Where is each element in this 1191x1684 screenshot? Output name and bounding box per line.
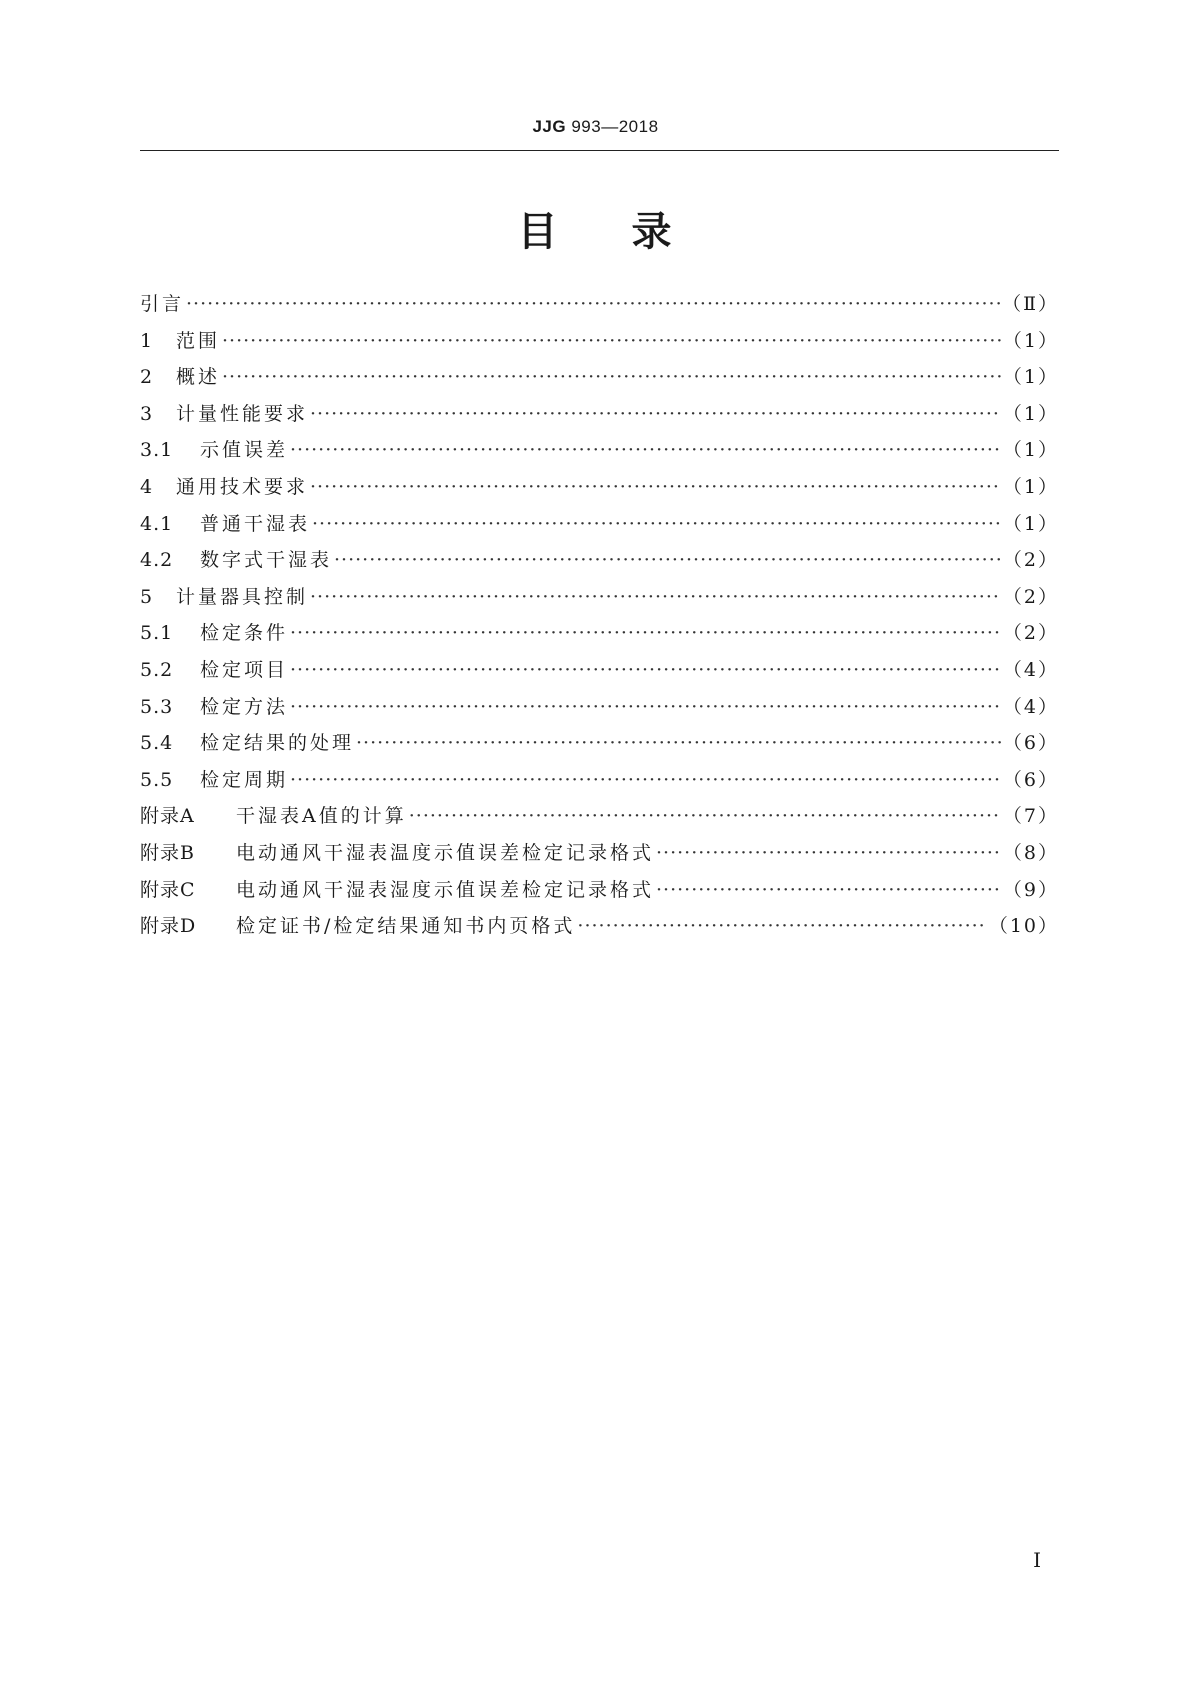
toc-entry[interactable] [140, 692, 1059, 729]
toc-entry[interactable] [140, 472, 1059, 509]
toc-entry-page: （7） [1002, 805, 1059, 828]
toc-leader-dots [310, 476, 1001, 498]
toc-leader-dots [290, 439, 1001, 461]
toc-entry[interactable] [140, 911, 1059, 948]
toc-entry-number: 4.2 [140, 549, 174, 572]
toc-leader-dots [290, 696, 1001, 718]
toc-entry-title: 电动通风干湿表湿度示值误差检定记录格式 [236, 878, 655, 901]
toc-entry-page: （6） [1002, 768, 1059, 791]
toc-entry-title: 检定结果的处理 [200, 732, 355, 755]
toc-entry-page: （1） [1002, 329, 1059, 352]
toc-entry-number: 附录D [140, 915, 197, 938]
toc-entry-title: 概述 [176, 366, 221, 389]
toc-entry-number: 4.1 [140, 512, 174, 535]
toc-entry[interactable] [140, 765, 1059, 802]
toc-entry[interactable] [140, 875, 1059, 912]
toc-leader-dots [290, 659, 1001, 681]
toc-entry-title: 电动通风干湿表温度示值误差检定记录格式 [236, 841, 655, 864]
toc-entry-number: 5.2 [140, 658, 174, 681]
toc-entry[interactable] [140, 435, 1059, 472]
toc-entry[interactable] [140, 838, 1059, 875]
toc-leader-dots [310, 586, 1001, 608]
toc-leader-dots [290, 769, 1001, 791]
toc-entry-title: 范围 [176, 329, 221, 352]
toc-entry-number: 3.1 [140, 439, 174, 462]
toc-entry-page: （1） [1002, 475, 1059, 498]
toc-entry[interactable] [140, 362, 1059, 399]
toc-entry-page: （2） [1002, 622, 1059, 645]
toc-leader-dots [222, 366, 1001, 388]
toc-entry-title: 计量器具控制 [176, 585, 309, 608]
toc-entry-title: 通用技术要求 [176, 475, 309, 498]
toc-entry-number: 5 [140, 585, 154, 608]
title-char-1: 目 [517, 209, 560, 255]
toc-leader-dots [312, 513, 1001, 535]
toc-entry-title: 检定项目 [200, 658, 289, 681]
toc-entry-title: 检定证书/检定结果通知书内页格式 [236, 915, 576, 938]
toc-entry-page: （4） [1002, 695, 1059, 718]
toc-entry-page: （1） [1002, 512, 1059, 535]
toc-entry-number: 5.4 [140, 732, 174, 755]
toc-entry-number: 1 [140, 329, 154, 352]
toc-entry-title: 计量性能要求 [176, 402, 309, 425]
toc-leader-dots [334, 549, 1001, 571]
toc-entry-title: 检定条件 [200, 622, 289, 645]
toc-entry[interactable] [140, 399, 1059, 436]
toc-leader-dots [310, 403, 1001, 425]
toc-leader-dots [356, 732, 1001, 754]
toc-entry-title: 普通干湿表 [200, 512, 311, 535]
toc-entry[interactable] [140, 326, 1059, 363]
toc-entry-number: 附录C [140, 878, 196, 901]
toc-entry-number: 5.3 [140, 695, 174, 718]
toc-entry[interactable] [140, 618, 1059, 655]
toc-entry-page: （8） [1002, 841, 1059, 864]
page-header [0, 117, 1191, 137]
toc-entry-title: 引言 [140, 293, 185, 315]
toc-entry-number: 4 [140, 475, 154, 498]
page-number: Ⅰ [1033, 1548, 1041, 1572]
toc-entry[interactable] [140, 545, 1059, 582]
toc-entry-number: 3 [140, 402, 154, 425]
toc-leader-dots [577, 915, 986, 937]
page-title [0, 200, 1191, 257]
toc-entry-number: 2 [140, 366, 154, 389]
title-char-2: 录 [631, 209, 674, 255]
toc-entry-page: （2） [1002, 549, 1059, 572]
toc-entry-number: 5.5 [140, 768, 174, 791]
toc-entry[interactable] [140, 509, 1059, 546]
toc-entry-number: 5.1 [140, 622, 174, 645]
toc-entry-title: 检定方法 [200, 695, 289, 718]
toc-entry-title: 干湿表A值的计算 [236, 805, 407, 828]
toc-entry-page: （1） [1002, 439, 1059, 462]
toc-entry-number: 附录B [140, 841, 195, 864]
toc-leader-dots [656, 879, 1001, 901]
table-of-contents [140, 289, 1059, 948]
toc-entry-page: （1） [1002, 366, 1059, 389]
toc-entry[interactable] [140, 655, 1059, 692]
toc-entry-title: 检定周期 [200, 768, 289, 791]
toc-entry-page: （Ⅱ） [1002, 293, 1059, 315]
toc-entry[interactable] [140, 289, 1059, 326]
toc-entry-page: （9） [1002, 878, 1059, 901]
toc-leader-dots [656, 842, 1001, 864]
toc-leader-dots [290, 622, 1001, 644]
toc-entry-page: （4） [1002, 658, 1059, 681]
standard-number: 993—2018 [571, 117, 659, 136]
toc-entry-number: 附录A [140, 805, 195, 828]
toc-entry-page: （10） [988, 915, 1059, 938]
toc-leader-dots [409, 805, 1001, 827]
toc-entry-title: 示值误差 [200, 439, 289, 462]
header-divider [140, 150, 1059, 151]
toc-entry[interactable] [140, 728, 1059, 765]
toc-entry-title: 数字式干湿表 [200, 549, 333, 572]
toc-entry[interactable] [140, 582, 1059, 619]
standard-prefix: JJG [532, 117, 567, 136]
toc-entry-page: （6） [1002, 732, 1059, 755]
toc-entry-page: （2） [1002, 585, 1059, 608]
toc-entry-page: （1） [1002, 402, 1059, 425]
toc-leader-dots [222, 330, 1001, 352]
toc-leader-dots [186, 293, 1000, 315]
toc-entry[interactable] [140, 801, 1059, 838]
